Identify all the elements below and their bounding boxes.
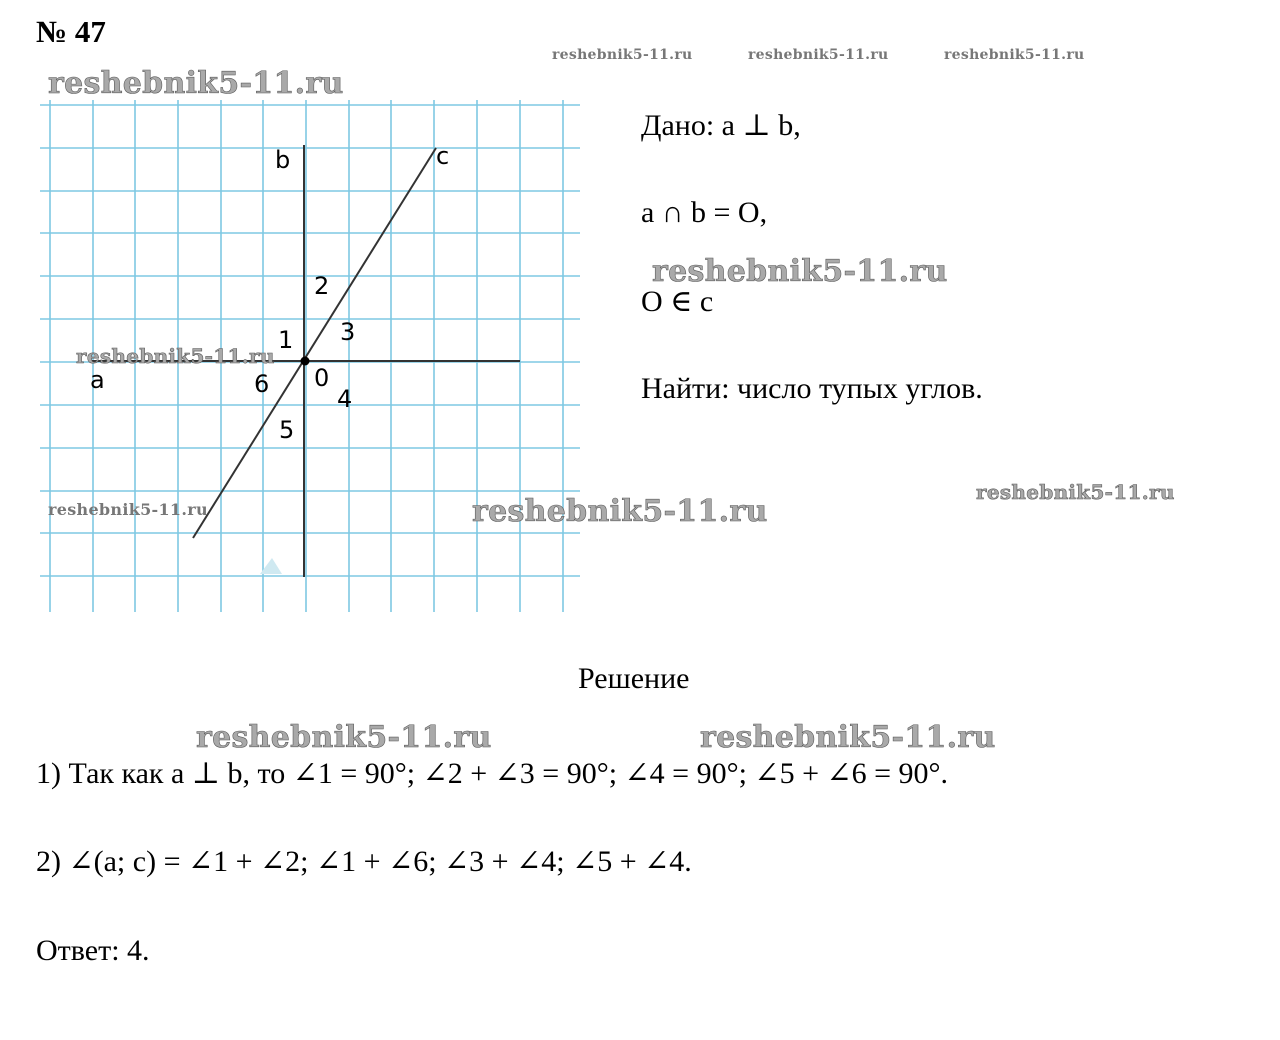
point-o: [301, 357, 310, 366]
label-c: c: [436, 142, 450, 170]
solution-step-2: 2) ∠(a; c) = ∠1 + ∠2; ∠1 + ∠6; ∠3 + ∠4; ∠5 + ∠4.: [36, 845, 692, 878]
given-line-3: O ∈ c: [641, 285, 714, 318]
given-line-1: Дано: a ⊥ b,: [641, 109, 801, 142]
label-angle-6: 6: [254, 370, 270, 398]
label-angle-1: 1: [278, 326, 294, 354]
watermark: reshebnik5-11.ru: [748, 47, 889, 63]
label-a: a: [90, 366, 105, 394]
watermark: reshebnik5-11.ru: [976, 480, 1175, 504]
solution-step-1: 1) Так как a ⊥ b, то ∠1 = 90°; ∠2 + ∠3 = 90°; ∠4 = 90°; ∠5 + ∠6 = 90°.: [36, 757, 949, 790]
given-line-2: a ∩ b = O,: [641, 196, 768, 229]
label-angle-5: 5: [279, 416, 295, 444]
label-origin: 0: [314, 364, 330, 392]
find-line: Найти: число тупых углов.: [641, 372, 983, 405]
label-angle-3: 3: [340, 318, 356, 346]
line-c: [193, 148, 436, 538]
task-number: № 47: [36, 14, 106, 49]
watermark: reshebnik5-11.ru: [652, 254, 948, 289]
watermark: reshebnik5-11.ru: [196, 720, 492, 755]
watermark: reshebnik5-11.ru: [48, 500, 208, 519]
label-angle-2: 2: [314, 272, 330, 300]
watermark: reshebnik5-11.ru: [700, 720, 996, 755]
watermark: reshebnik5-11.ru: [944, 47, 1085, 63]
watermark: reshebnik5-11.ru: [48, 66, 344, 101]
watermark: reshebnik5-11.ru: [472, 494, 768, 529]
solution-heading: Решение: [578, 662, 690, 695]
label-b: b: [275, 146, 291, 174]
watermark: reshebnik5-11.ru: [76, 344, 275, 368]
answer: Ответ: 4.: [36, 934, 150, 967]
watermark: reshebnik5-11.ru: [552, 47, 693, 63]
label-angle-4: 4: [337, 385, 353, 413]
